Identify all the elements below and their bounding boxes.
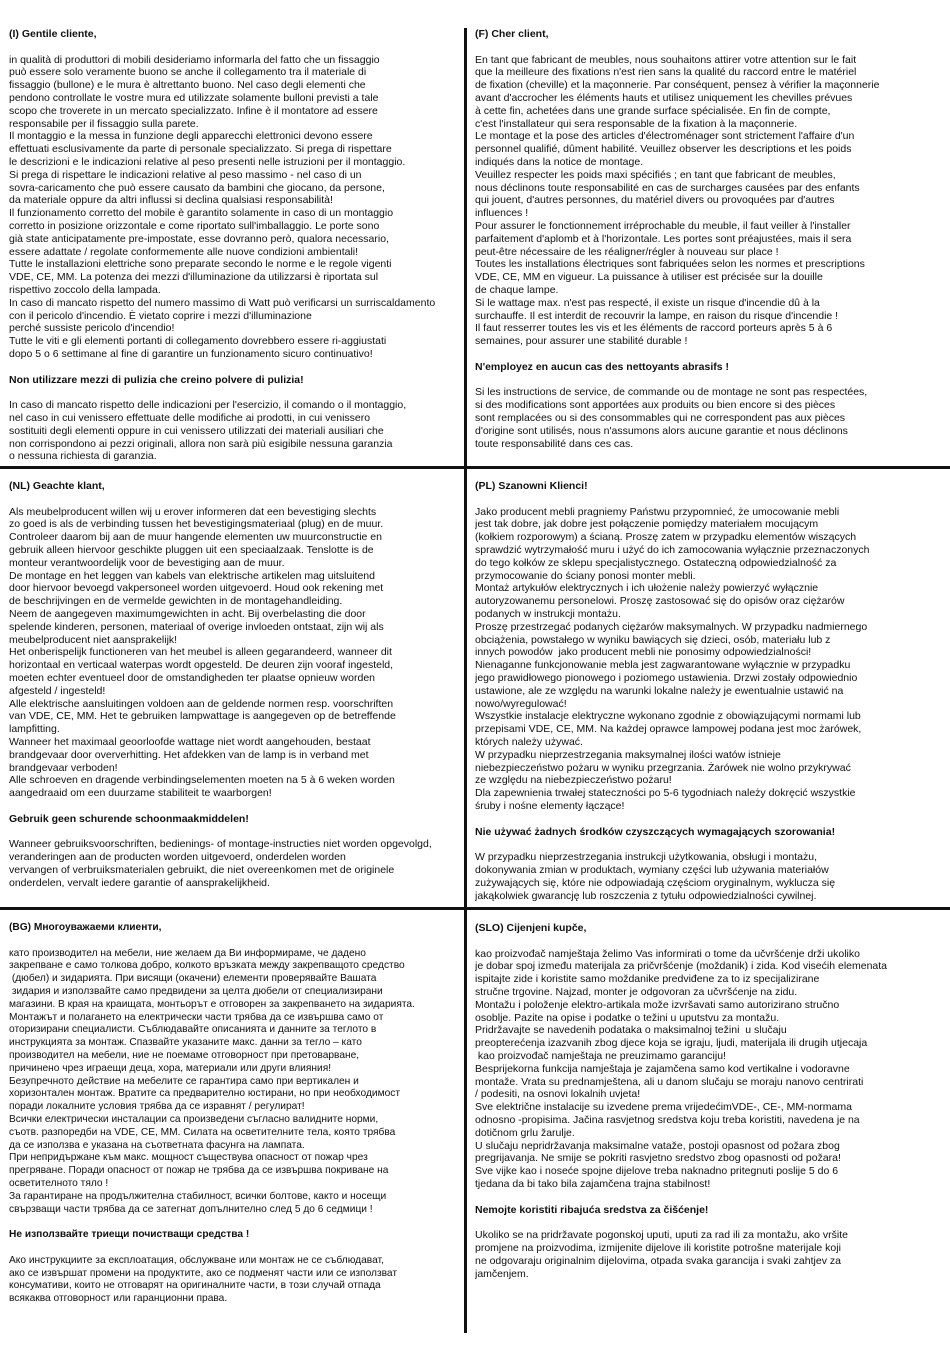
warranty-disclaimer: Si les instructions de service, de commande ou de montage ne sont pas respectées, si des modifications sont apportées aux produits ou bien encore si des pièces sont remplacées ou si des consommables qui ne correspondent pas aux pièces d'origine sont utilisés, nous n'assumons alors aucune garantie et nous déclinons toute responsabilité dans ces cas. <box>475 386 868 450</box>
cleaning-warning: Не използвайте триещи почистващи средства ! <box>9 1229 250 1241</box>
section-body: in qualità di produttori di mobili desideriamo informarla del fatto che un fissaggio può essere solo veramente buono se anche il collegamento tra il materiale di fissaggio (bullone) e le mura è altrettanto buono. Nel caso degli elementi che pendono controllate le vostre mura ed utilizzate solamente bulloni previsti a tale scopo che troverete in un mercato specializzato. Infine è il montatore ad essere responsabile per il fissaggio sulla parete. Il montaggio e la messa in funzione degli apparecchi elettronici devono essere effettuati esclusivamente da parte di personale specializzato. Si prega di rispettare le descrizioni e le indicazioni relative al peso presenti nelle istruzioni per il montaggio. Si prega di rispettare le indicazioni relative al peso massimo - nel caso di un sovra-caricamento che può essere causato da bambini che giocano, da persone, da materiale oppure da altri influssi si declina qualsiasi responsabilità! Il funzionamento corretto del mobile è garantito solamente in caso di un montaggio corretto in posizione orizzontale e come riportato sull'imballaggio. Le porte sono già state anticipatamente pre-impostate, esse dovranno però, qualora necessario, essere adattate / regolate conformemente alle nuove condizioni ambientali! Tutte le installazioni elettriche sono preparate secondo le norme e le regole vigenti VDE, CE, MM. La potenza dei mezzi d'illuminazione da utilizzarsi è riportata sul rispettivo zoccolo della lampada. In caso di mancato rispetto del numero massimo di Watt può verificarsi un surriscaldamento con il pericolo d'incendio. È vietato coprire i mezzi d'illuminazione perché sussiste pericolo d'incendio! Tutte le viti e gli elementi portanti di collegamento dovrebbero essere ri-aggiustati dopo 5 o 6 settimane al fine di garantire un funzionamento sicuro continuativo! <box>9 53 436 360</box>
warranty-disclaimer: Ukoliko se na pridržavate pogonskoj uputi, uputi za rad ili za montažu, ako vršite promjene na proizvodima, izmijenite dijelove ili koristite potrošne materijale koji ne odgovaraju originalnim dijelovima, otpada svaka garancija i svaki zahtjev za jamčenjem. <box>475 1229 848 1280</box>
section-title: (F) Cher client, <box>475 28 549 40</box>
cleaning-warning: Gebruik geen schurende schoonmaakmiddelen! <box>9 812 249 825</box>
section-french <box>475 28 945 450</box>
cleaning-warning: N'employez en aucun cas des nettoyants abrasifs ! <box>475 360 729 373</box>
cleaning-warning: Nie używać żadnych środków czyszczących wymagających szorowania! <box>475 825 836 838</box>
section-title: (NL) Geachte klant, <box>9 480 105 492</box>
section-croatian <box>475 922 945 1280</box>
warranty-disclaimer: Ако инструкциите за експлоатация, обслужване или монтаж не се съблюдават, ако се извършат промени на продуктите, ако се подменят части или се използват консумативи, които не отговарят на оригиналните части, в този случай отпада всякаква отговорност или гаранционни права. <box>9 1254 398 1305</box>
cleaning-warning: Non utilizzare mezzi di pulizia che creino polvere di pulizia! <box>9 373 304 386</box>
horizontal-divider-top <box>0 466 950 469</box>
cleaning-warning: Nemojte koristiti ribajuća sredstva za čišćenje! <box>475 1203 709 1216</box>
warranty-disclaimer: W przypadku nieprzestrzegania instrukcji użytkowania, obsługi i montażu, dokonywania zmian w produktach, wymiany części lub używania materiałów zużywających się, które nie odpowiadają częściom oryginalnym, wyklucza się jakąkolwiek gwarancję lub roszczenia z tytułu odpowiedzialności cywilnej. <box>475 851 836 902</box>
section-body: Jako producent mebli pragniemy Państwu przypomnieć, że umocowanie mebli jest tak dobre, jak dobre jest połączenie pomiędzy materiałem mocującym (kołkiem rozporowym) a ścianą. Proszę zatem w przypadku elementów wiszących sprawdzić wytrzymałość muru i użyć do ich zamocowania wyłącznie przeznaczonych do tego kołków ze sklepu specjalistycznego. Ostateczną odpowiedzialność za przymocowanie do ściany ponosi monter mebli. Montaż artykułów elektrycznych i ich ułożenie należy powierzyć wyłącznie autoryzowanemu personelowi. Proszę zastosować się do opisów oraz ciężarów podanych w instrukcji montażu. Proszę przestrzegać podanych ciężarów maksymalnych. W przypadku nadmiernego obciążenia, powstałego w wyniku bawiących się dzieci, osób, materiału lub z innych powodów jako producent mebli nie ponosimy odpowiedzialności! Nienaganne funkcjonowanie mebla jest zagwarantowane wyłącznie w przypadku jego prawidłowego pionowego i poziomego ustawienia. Drzwi zostały odpowiednio ustawione, ale ze względu na warunki lokalne należy je ewentualnie ustawić na nowo/wyregulować! Wszystkie instalacje elektryczne wykonano zgodnie z obowiązującymi normami lub przepisami VDE, CE, MM. Na każdej oprawce lampowej podana jest moc żarówek, których należy używać. W przypadku nieprzestrzegania maksymalnej ilości watów istnieje niebezpieczeństwo pożaru w wyniku przegrzania. Żarówek nie wolno przykrywać ze względu na niebezpieczeństwo pożaru! Dla zapewnienia trwałej stateczności po 5-6 tygodniach należy dokręcić wszystkie śruby i nośne elementy łączące! <box>475 505 870 812</box>
section-italian <box>9 28 461 463</box>
section-title: (BG) Многоуважаеми клиенти, <box>9 922 162 933</box>
section-title: (SLO) Cijenjeni kupče, <box>475 922 587 934</box>
vertical-divider <box>464 28 467 1333</box>
section-body: като производител на мебели, ние желаем да Ви информираме, че дадено закрепване е само толкова добро, колкото връзката между закрепващото средство (дюбел) и зидарията. При висящи (окачени) елементи проверявайте Вашата зидария и използвайте само предвидени за целта дюбели от специализирани магазини. В края на краищата, монтьорът е отговорен за закрепването на зидарията. Монтажът и полагането на електрически части трябва да се извършва само от оторизирани специалисти. Съблюдавайте описанията и данните за теглото в инструкцията за монтаж. Спазвайте указаните макс. данни за тегло – като производител на мебели, ние не поемаме отговорност при претоварване, причинено чрез играещи деца, хора, материали или други влияния! Безупречното действие на мебелите се гарантира само при вертикален и хоризонтален монтаж. Вратите са предварително юстирани, но при необходимост поради локалните условия трябва да се изравнят / регулират! Всички електрически инсталации са произведени съгласно валидните норми, съотв. разпоредби на VDE, CE, MM. Силата на осветителните тела, която трябва да се използва е указана на съответната фасунга на лампата. При непридържане към макс. мощност съществува опасност от пожар чрез прегряване. Поради опасност от пожар не трябва да се извършва покриване на осветителното тяло ! За гарантиране на продължителна стабилност, всички болтове, както и носещи свързващи части трябва да се затегнат допълнително след 5 до 6 седмици ! <box>9 947 415 1215</box>
section-body: Als meubelproducent willen wij u erover informeren dat een bevestiging slechts zo goed is als de verbinding tussen het bevestigingsmateriaal (plug) en de muur. Controleer daarom bij aan de muur hangende elementen uw muurconstructie en gebruik alleen hiervoor geschikte pluggen uit een speciaalzaak. Tenslotte is de monteur verantwoordelijk voor de bevestiging aan de muur. De montage en het leggen van kabels van elektrische artikelen mag uitsluitend door hiervoor bevoegd vakpersoneel worden uitgevoerd. Houd ook rekening met de beschrijvingen en de vermelde gewichten in de montagehandleiding. Neem de aangegeven maximumgewichten in acht. Bij overbelasting die door spelende kinderen, personen, materiaal of overige invloeden ontstaat, zijn wij als meubelproducent niet aansprakelijk! Het onberispelijk functioneren van het meubel is alleen gegarandeerd, wanneer dit horizontaal en verticaal waterpas wordt opgesteld. De deuren zijn vooraf ingesteld, moeten echter eventueel door de omstandigheden ter plaatse opnieuw worden afgesteld / ingesteld! Alle elektrische aansluitingen voldoen aan de geldende normen resp. voorschriften van VDE, CE, MM. Het te gebruiken lampwattage is aangegeven op de betreffende lampfitting. Wanneer het maximaal geoorloofde wattage niet wordt aangehouden, bestaat brandgevaar door oververhitting. Het afdekken van de lamp is in verband met brandgevaar verboden! Alle schroeven en dragende verbindingselementen moeten na 5 à 6 weken worden aangedraaid om een duurzame stabiliteit te waarborgen! <box>9 505 396 800</box>
horizontal-divider-bottom <box>0 907 950 910</box>
warranty-disclaimer: In caso di mancato rispetto delle indicazioni per l'esercizio, il comando o il montaggio, nel caso in cui venissero effettuate delle modifiche ai prodotti, in cui venissero sostituiti degli elementi oppure in cui venissero utilizzati dei materiali ausiliari che non corrispondono ai pezzi originali, allora non sarà più esigibile nessuna garanzia o nessuna richiesta di garanzia. <box>9 399 407 463</box>
section-title: (I) Gentile cliente, <box>9 28 97 40</box>
section-body: kao proizvođač namještaja želimo Vas informirati o tome da učvršćenje drži ukoliko je dobar spoj između materijala za pričvršćenje (moždanik) i zida. Kod visećih elemenata ispitajte zide i koristite samo moždanike predviđene za to iz specijalizirane stručne trgovine. Najzad, monter je odgovoran za učvršćenje na zidu. Montažu i položenje elektro-artikala može izvršavati samo autorizirano stručno osoblje. Pazite na opise i podatke o težini u uputstvu za montažu. Pridržavajte se navedenih podataka o maksimalnoj težini u slučaju preopterećenja izazvanih zbog djece koja se igraju, ljudi, materijala ili drugih utjecaja kao proizvođač namještaja ne preuzimamo garanciju! Besprijekorna funkcija namještaja je zajamčena samo kod vertikalne i vodoravne montaže. Vrata su prednamještena, ali u danom slučaju se moraju nanovo centrirati / podesiti, na osnovi lokalnih uvjeta! Sve električne instalacije su izvedene prema vrijedećimVDE-, CE-, MM-normama odnosno -propisima. Jačina rasvjetnog sredstva koju treba koristiti, navedena je na dotičnom grlu žarulje. U slučaju nepridržavanja maksimalne vataže, postoji opasnost od požara zbog pregrijavanja. Ne smije se pokriti rasvjetno sredstvo zbog opasnosti od požara! Sve vijke kao i noseće spojne dijelove treba naknadno pritegnuti poslije 5 do 6 tjedana da bi tako bila zajamčena trajna stabilnost! <box>475 947 888 1190</box>
section-title: (PL) Szanowni Klienci! <box>475 480 588 492</box>
section-body: En tant que fabricant de meubles, nous souhaitons attirer votre attention sur le fait que la meilleure des fixations n'est rien sans la qualité du raccord entre le matériel de fixation (cheville) et la maçonnerie. Par conséquent, pensez à vérifier la maçonnerie avant d'accrocher les éléments hauts et utilisez uniquement les chevilles prévues à cette fin, achetées dans une grande surface spécialisée. En fin de compte, c'est l'installateur qui sera responsable de la fixation à la maçonnerie. Le montage et la pose des articles d'électroménager sont strictement l'affaire d'un personnel qualifié, dûment habilité. Veuillez observer les descriptions et les poids indiqués dans la notice de montage. Veuillez respecter les poids maxi spécifiés ; en tant que fabricant de meubles, nous déclinons toute responsabilité en cas de surcharges causées par des enfants qui jouent, d'autres personnes, du matériel divers ou provoquées par d'autres influences ! Pour assurer le fonctionnement irréprochable du meuble, il faut veiller à l'installer parfaitement d'aplomb et à l'horizontale. Les portes sont préajustées, mais il sera peut-être nécessaire de les réaligner/régler à nouveau sur place ! Toutes les installations électriques sont fabriquées selon les normes et prescriptions VDE, CE, MM en vigueur. La puissance à utiliser est précisée sur la douille de chaque lampe. Si le wattage max. n'est pas respecté, il existe un risque d'incendie dû à la surchauffe. Il est interdit de recouvrir la lampe, en raison du risque d'incendie ! Il faut resserrer toutes les vis et les éléments de raccord porteurs après 5 à 6 semaines, pour assurer une stabilité durable ! <box>475 53 880 348</box>
section-dutch <box>9 480 464 890</box>
warranty-disclaimer: Wanneer gebruiksvoorschriften, bedienings- of montage-instructies niet worden opgevolgd, veranderingen aan de producten worden uitgevoerd, onderdelen worden vervangen of verbruiksmaterialen gebruikt, die niet overeenkomen met de originele onderdelen, vervalt iedere garantie of aansprakelijkheid. <box>9 838 432 889</box>
section-bulgarian <box>9 922 461 1306</box>
section-polish <box>475 480 945 902</box>
